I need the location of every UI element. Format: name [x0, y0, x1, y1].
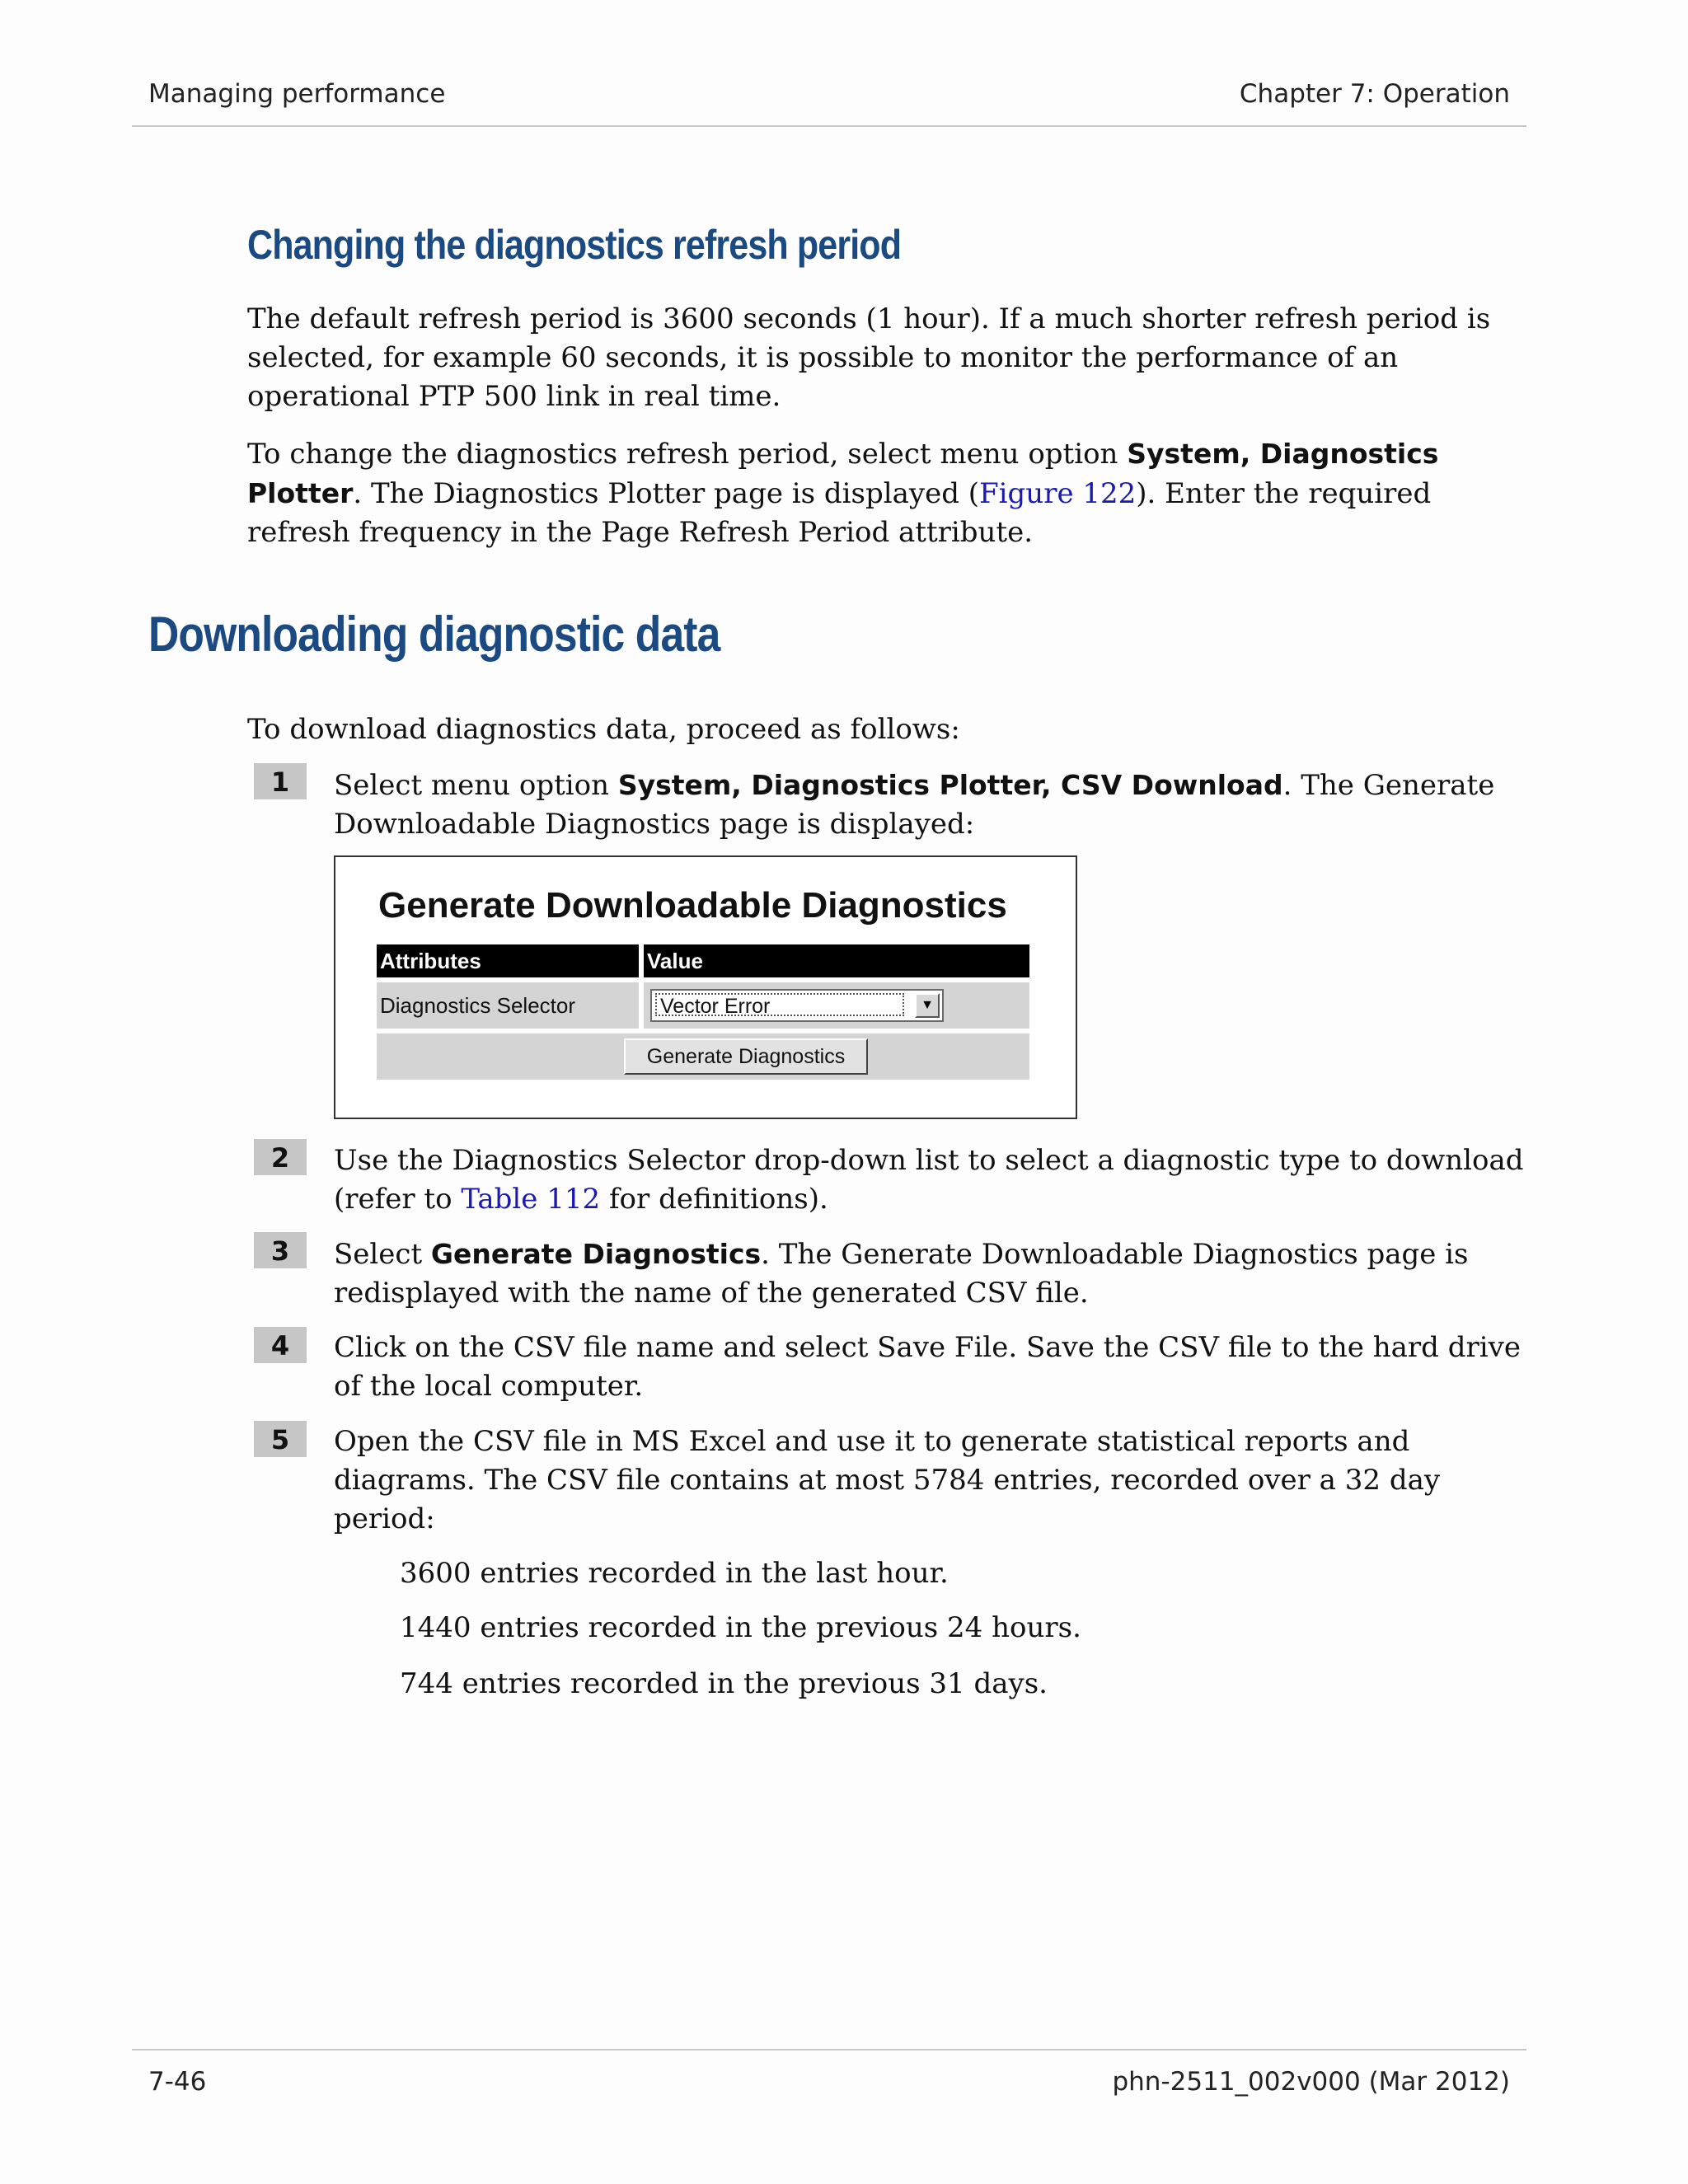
step-number: 4: [254, 1327, 307, 1363]
step-3-before: Select: [334, 1238, 431, 1271]
sub-item: 744 entries recorded in the previous 31 days.: [400, 1667, 1048, 1700]
download-intro: To download diagnostics data, proceed as follows:: [247, 713, 960, 746]
selector-value: Vector Error: [655, 993, 904, 1016]
para2-menu-option: System, Diagnostics Plotter: [247, 438, 1439, 509]
figure-122-link[interactable]: Figure 122: [979, 477, 1137, 510]
column-header-attributes: Attributes: [377, 944, 639, 977]
refresh-heading: Changing the diagnostics refresh period: [247, 222, 902, 268]
step-3-button-name: Generate Diagnostics: [430, 1238, 762, 1270]
step-1-text: [334, 766, 1545, 844]
step-1-menu-option: System, Diagnostics Plotter, CSV Download: [617, 769, 1283, 801]
header-section: Managing performance: [148, 79, 446, 109]
page-footer: [132, 2049, 1526, 2100]
button-row: [377, 1033, 1029, 1080]
dropdown-arrow-icon[interactable]: ▼: [915, 993, 940, 1018]
table-112-link[interactable]: Table 112: [461, 1183, 601, 1216]
refresh-paragraph-2: [247, 434, 1533, 552]
step-1-after: . The Generate Downloadable Diagnostics page is displayed:: [334, 769, 1495, 841]
generate-diagnostics-button[interactable]: Generate Diagnostics: [624, 1038, 868, 1075]
step-5-text: Open the CSV file in MS Excel and use it to generate statistical reports and diagrams. The CSV file contains at most 5784 entries, recorded over a 32 day period:: [334, 1425, 1441, 1535]
column-header-value: Value: [644, 944, 1029, 977]
para2-text-after: ). Enter the required refresh frequency in the Page Refresh Period attribute.: [247, 477, 1432, 549]
generate-diagnostics-screenshot: [334, 855, 1077, 1119]
step-1-before: Select menu option: [334, 769, 618, 802]
step-number: 1: [254, 763, 307, 799]
para2-text-mid: . The Diagnostics Plotter page is displayed (: [353, 477, 980, 510]
step-4-text: Click on the CSV file name and select Save File. Save the CSV file to the hard drive of the local computer.: [334, 1331, 1521, 1403]
diagnostics-selector-label: Diagnostics Selector: [377, 982, 639, 1029]
para2-text-before: To change the diagnostics refresh period, select menu option: [247, 438, 1128, 471]
step-number: 2: [254, 1139, 307, 1175]
sub-item: 1440 entries recorded in the previous 24 hours.: [400, 1611, 1081, 1644]
step-3-text: [334, 1235, 1545, 1313]
screenshot-title: Generate Downloadable Diagnostics: [378, 885, 1007, 926]
step-2-before: Use the Diagnostics Selector drop-down list to select a diagnostic type to download (refer to: [334, 1144, 1524, 1216]
step-number: 5: [254, 1421, 307, 1457]
header-chapter: Chapter 7: Operation: [1239, 79, 1510, 109]
sub-item: 3600 entries recorded in the last hour.: [400, 1557, 949, 1590]
step-2-after: for definitions).: [600, 1183, 828, 1216]
download-heading: Downloading diagnostic data: [148, 607, 720, 662]
step-3-after: . The Generate Downloadable Diagnostics page is redisplayed with the name of the generated CSV file.: [334, 1238, 1469, 1310]
step-2-text: [334, 1141, 1545, 1219]
step-number: 3: [254, 1232, 307, 1268]
refresh-paragraph-1: The default refresh period is 3600 seconds (1 hour). If a much shorter refresh period is selected, for example 60 seconds, it is possible to monitor the performance of an operational PTP 500 link in real time.: [247, 302, 1491, 413]
diagnostics-selector-dropdown[interactable]: [650, 989, 944, 1022]
page-number: 7-46: [148, 2067, 207, 2097]
document-id: phn-2511_002v000 (Mar 2012): [1112, 2067, 1510, 2097]
page-header: [132, 76, 1526, 127]
